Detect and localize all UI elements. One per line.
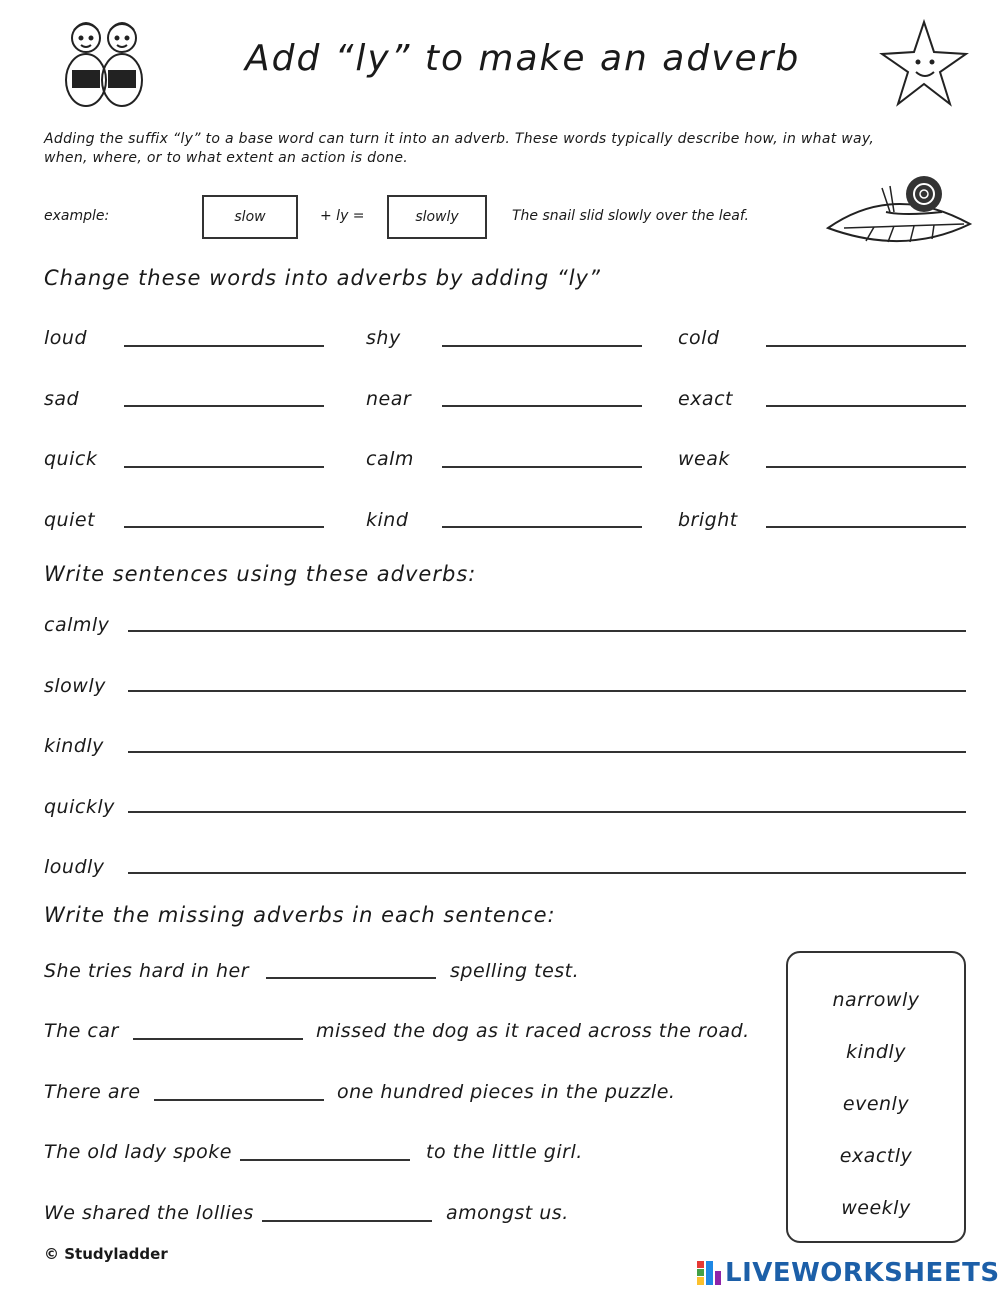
word-calm: calm: [366, 448, 414, 470]
word-near: near: [366, 388, 412, 410]
answer-line-weak[interactable]: [766, 466, 966, 468]
page-title: Add “ly” to make an adverb: [245, 38, 801, 79]
sentence-line-quickly[interactable]: [128, 811, 966, 813]
sentence-5-after: amongst us.: [446, 1202, 569, 1224]
snail-on-leaf-illustration: [824, 172, 974, 252]
sentence-line-calmly[interactable]: [128, 630, 966, 632]
word-shy: shy: [366, 327, 401, 349]
answer-line-kind[interactable]: [442, 526, 642, 528]
section1-heading: Change these words into adverbs by adding “ly”: [44, 266, 601, 290]
answer-line-exact[interactable]: [766, 405, 966, 407]
adverb-quickly: quickly: [44, 796, 115, 818]
bank-word-kindly: kindly: [846, 1041, 906, 1063]
sentence-3-after: one hundred pieces in the puzzle.: [337, 1081, 676, 1103]
adverb-calmly: calmly: [44, 614, 110, 636]
sentence-2-after: missed the dog as it raced across the road.: [316, 1020, 750, 1042]
blank-line-4[interactable]: [240, 1159, 410, 1161]
liveworksheets-watermark: LIVEWORKSHEETS: [725, 1258, 1000, 1288]
answer-line-quick[interactable]: [124, 466, 324, 468]
sentence-line-slowly[interactable]: [128, 690, 966, 692]
answer-line-cold[interactable]: [766, 345, 966, 347]
answer-line-loud[interactable]: [124, 345, 324, 347]
word-quiet: quiet: [44, 509, 96, 531]
copyright-notice: [44, 1245, 168, 1263]
example-plus-ly: + ly =: [320, 208, 365, 224]
bank-word-evenly: evenly: [842, 1093, 910, 1115]
answer-line-sad[interactable]: [124, 405, 324, 407]
smiling-star-illustration: [878, 18, 970, 110]
answer-line-shy[interactable]: [442, 345, 642, 347]
word-cold: cold: [678, 327, 720, 349]
intro-paragraph: Adding the suffix “ly” to a base word can turn it into an adverb. These words typically describe how, in what way, when, where, or to what extent an action is done.: [44, 131, 875, 166]
bank-word-weekly: weekly: [841, 1197, 911, 1219]
sentence-3-before: There are: [44, 1081, 141, 1103]
sentence-2-before: The car: [44, 1020, 119, 1042]
answer-line-bright[interactable]: [766, 526, 966, 528]
adverb-kindly: kindly: [44, 735, 104, 757]
word-quick: quick: [44, 448, 98, 470]
reading-children-illustration: [62, 18, 148, 110]
word-bank-box: [786, 951, 966, 1243]
copyright-text: Studyladder: [64, 1245, 168, 1263]
blank-line-1[interactable]: [266, 977, 436, 979]
sentence-4-before: The old lady spoke: [44, 1141, 232, 1163]
word-kind: kind: [366, 509, 409, 531]
blank-line-3[interactable]: [154, 1099, 324, 1101]
blank-line-5[interactable]: [262, 1220, 432, 1222]
sentence-line-loudly[interactable]: [128, 872, 966, 874]
word-exact: exact: [678, 388, 733, 410]
sentence-line-kindly[interactable]: [128, 751, 966, 753]
answer-line-near[interactable]: [442, 405, 642, 407]
answer-line-calm[interactable]: [442, 466, 642, 468]
word-weak: weak: [678, 448, 730, 470]
adverb-loudly: loudly: [44, 856, 105, 878]
example-base-word-box: slow: [202, 195, 298, 239]
bank-word-narrowly: narrowly: [832, 989, 920, 1011]
sentence-1-after: spelling test.: [450, 960, 580, 982]
sentence-5-before: We shared the lollies: [44, 1202, 254, 1224]
sentence-1-before: She tries hard in her: [44, 960, 249, 982]
example-result-box: slowly: [387, 195, 487, 239]
liveworksheets-logo-icon: [697, 1261, 721, 1285]
word-bright: bright: [678, 509, 738, 531]
adverb-slowly: slowly: [44, 675, 106, 697]
section3-heading: Write the missing adverbs in each sentence:: [44, 903, 556, 927]
section2-heading: Write sentences using these adverbs:: [44, 562, 477, 586]
bank-word-exactly: exactly: [839, 1145, 913, 1167]
word-sad: sad: [44, 388, 80, 410]
blank-line-2[interactable]: [133, 1038, 303, 1040]
answer-line-quiet[interactable]: [124, 526, 324, 528]
sentence-4-after: to the little girl.: [426, 1141, 583, 1163]
word-loud: loud: [44, 327, 88, 349]
example-label: example:: [44, 208, 110, 224]
example-sentence: The snail slid slowly over the leaf.: [512, 208, 750, 224]
copyright-symbol: ©: [44, 1245, 59, 1263]
